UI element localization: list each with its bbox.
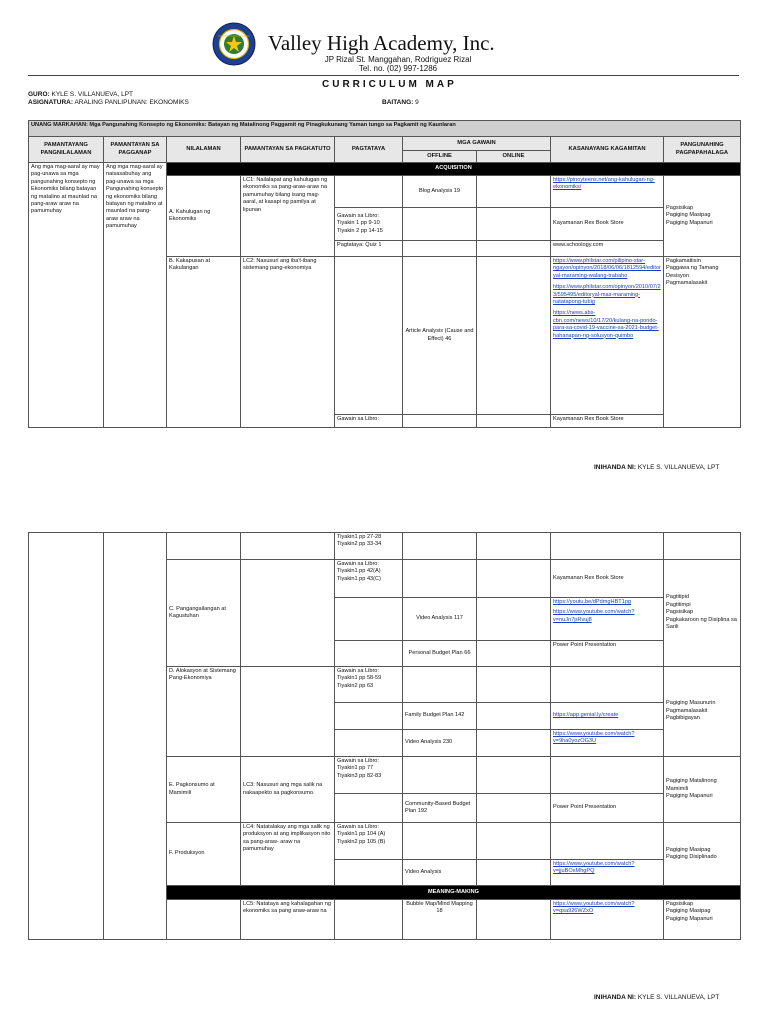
content-e: E. Pagkonsumo at Mamimili — [167, 757, 241, 823]
offline-cell — [403, 415, 477, 428]
resource-book-b: Kayamanan Rex Book Store — [551, 415, 664, 428]
values-e: Pagiging Matalinong Mamimili Pagiging Mapanuri — [664, 757, 741, 823]
online-cell — [477, 703, 551, 730]
prepared-value: KYLE S. VILLANUEVA, LPT — [637, 464, 720, 471]
competency-cell — [241, 533, 335, 560]
content-standard-cont — [29, 533, 104, 940]
grade-line — [382, 99, 419, 106]
online-cell — [477, 598, 551, 641]
assessment-quiz: Pagtataya: Quiz 1 — [335, 241, 403, 257]
prepared-label: INIHANDA NI: — [594, 464, 637, 471]
band-acquisition: ACQUISITION — [167, 163, 741, 176]
online-cell — [477, 641, 551, 667]
values-cell — [664, 533, 741, 560]
assessment-cell — [335, 257, 403, 415]
resource-cell — [551, 533, 664, 560]
online-cell — [477, 757, 551, 794]
subject-value: ARALING PANLIPUNAN: EKONOMIKS — [74, 99, 189, 106]
col-values: PANGUNAHING PAGPAPAHALAGA — [664, 137, 741, 163]
resource-links-c — [551, 598, 664, 641]
activity-video-analysis: Video Analysis — [403, 860, 477, 886]
content-cell — [167, 900, 241, 940]
col-resources: KASANAYANG KAGAMITAN — [551, 137, 664, 163]
prepared-label: INIHANDA NI: — [594, 994, 637, 1001]
school-seal-logo — [212, 22, 256, 66]
resource-cell — [551, 667, 664, 703]
resource-youtube-g — [551, 900, 664, 940]
performance-standard-cont — [104, 533, 167, 940]
online-cell — [477, 823, 551, 860]
prepared-by-1 — [594, 464, 719, 471]
assessment-e: Gawain sa Libro: Tiyakin1 pp 77 Tiyakin3 pp 82-83 — [335, 757, 403, 794]
teacher-label: GURO: — [28, 91, 50, 98]
assessment-cell — [335, 730, 403, 757]
content-a: A. Kahulugan ng Ekonomiks — [167, 176, 241, 257]
resource-schoology: www.schoology.com — [551, 241, 664, 257]
resource-book-a: Kayamanan Rex Book Store — [551, 208, 664, 241]
activity-video-117: Video Analysis 117 — [403, 598, 477, 641]
col-offline: OFFLINE — [403, 151, 477, 163]
assessment-cell — [335, 794, 403, 823]
school-address-block — [278, 55, 518, 73]
school-phone: Tel. no. (02) 997-1286 — [358, 64, 438, 73]
col-online: ONLINE — [477, 151, 551, 163]
resource-genially — [551, 703, 664, 730]
competency-cell — [241, 560, 335, 667]
values-f: Pagiging Masipag Pagiging Disiplinado — [664, 823, 741, 886]
activity-personal-budget: Personal Budget Plan 66 — [403, 641, 477, 667]
content-b: B. Kakapusan at Kakulangan — [167, 257, 241, 428]
competency-lc1: LC1: Nailalapat ang kahulugan ng ekonomiks sa pang-araw-araw na pamumuhay bilang isang mag-aaral, at kasapi ng pamilya at lipunan — [241, 176, 335, 257]
header-divider — [28, 75, 739, 76]
resource-ppt-e: Power Point Presentation — [551, 794, 664, 823]
content-standard-cell: Ang mga mag-aaral ay may pag-unawa sa mga pangunahing konsepto ng Ekonomiks bilang batayan ng matalino at maunlad na pang-araw araw na pamumuhay — [29, 163, 104, 428]
content-cell — [167, 533, 241, 560]
school-name: Valley High Academy, Inc. — [268, 31, 495, 55]
online-cell — [477, 560, 551, 598]
col-performance-standard: PAMANTAYAN SA PAGGANAP — [104, 137, 167, 163]
link-youtu-be[interactable]: https://youtu.be/dPdmgHBT1pg — [553, 599, 632, 605]
grade-label: BAITANG: — [382, 99, 414, 106]
col-competency: PAMANTAYAN SA PAGKATUTO — [241, 137, 335, 163]
online-cell — [477, 860, 551, 886]
band-meaning-making: MEANING-MAKING — [167, 886, 741, 900]
link-abs-cbn[interactable]: https://news.abs-cbn.com/news/10/17/20/kulang-na-pondo-para-sa-covid-19-vaccine-sa-2021-budget-hahanapan-ng-solusyon-quimbo — [553, 310, 659, 339]
content-c: C. Pangangailangan at Kagustuhan — [167, 560, 241, 667]
prepared-value: KYLE S. VILLANUEVA, LPT — [637, 994, 720, 1001]
link-genially[interactable]: https://app.genial.ly/create — [553, 712, 619, 719]
resource-cell — [551, 757, 664, 794]
assessment-cell — [335, 860, 403, 886]
grade-value: 9 — [415, 99, 419, 106]
online-cell — [477, 241, 551, 257]
assessment-cell — [335, 176, 403, 208]
performance-standard-cell: Ang mga mag-aaral ay naisasabuhay ang pag-unawa sa mga Pangunahing konsepto ng ekonomiks bilang batayan ng matalino at maunlad na pang- araw araw na pamumuhay — [104, 163, 167, 428]
assessment-f: Gawain sa Libro: Tiyakin1 pp 104 (A) Tiyakin2 pp 105 (B) — [335, 823, 403, 860]
resource-youtube-f — [551, 860, 664, 886]
resource-ppt-c: Power Point Presentation — [551, 641, 664, 667]
online-cell — [477, 208, 551, 241]
document-title: CURRICULUM MAP — [322, 79, 457, 90]
assessment-cell — [335, 641, 403, 667]
competency-cell — [241, 667, 335, 757]
values-c: Pagtitipid Pagtitimpi Pagsisikap Pagkakaroon ng Disiplina sa Sarili — [664, 560, 741, 667]
online-cell — [477, 257, 551, 415]
col-assessment: PAGTATAYA — [335, 137, 403, 163]
link-youtube-f[interactable]: https://www.youtube.com/watch?v=jjuBOsMhgPQ — [553, 861, 635, 875]
col-activities: MGA GAWAIN — [403, 137, 551, 151]
link-youtube-c[interactable]: https://www.youtube.com/watch?v=nuJn7pRvuj8 — [553, 609, 635, 623]
competency-lc5: LC5: Natataya ang kahalagahan ng ekonomiks sa pang araw-araw na — [241, 900, 335, 940]
assessment-cell — [335, 598, 403, 641]
link-philstar-1[interactable]: https://www.philstar.com/pilipino-star-ngayon/opinyon/2018/06/06/1812594/editoryal-maraming-walang-trabaho — [553, 258, 661, 279]
activity-article-analysis: Article Analysis (Cause and Effect) 46 — [403, 257, 477, 415]
resource-links-b — [551, 257, 664, 415]
assessment-a: Gawain sa Libro: Tiyakin 1 pp 9-10 Tiyakin 2 pp 14-15 — [335, 208, 403, 241]
resource-cell — [551, 823, 664, 860]
school-address: JP Rizal St. Manggahan, Rodriguez Rizal — [324, 55, 472, 64]
online-cell — [477, 533, 551, 560]
assessment-b: Gawain sa Libro: — [335, 415, 403, 428]
link-youtube-g[interactable]: https://www.youtube.com/watch?v=qsa926WZxO — [553, 901, 635, 915]
link-pinoyteens[interactable]: https://pinoyteens.net/ang-kahulugan-ng-ekonomiks/ — [553, 177, 655, 191]
teacher-line — [28, 91, 133, 98]
resource-link[interactable] — [551, 176, 664, 208]
competency-lc4: LC4: Natatalakay ang mga salik ng produksyon at ang implikasyon nito sa pang-araw- araw na pamumuhay — [241, 823, 335, 886]
link-youtube-d[interactable]: https://www.youtube.com/watch?v=9ha0yozOG3U — [553, 731, 635, 745]
activity-family-budget: Family Budget Plan 142 — [403, 703, 477, 730]
offline-cell — [403, 560, 477, 598]
online-cell — [477, 794, 551, 823]
activity-video-230: Video Analysis 230 — [403, 730, 477, 757]
values-a: Pagsisikap Pagiging Masipag Pagiging Mapanuri — [664, 176, 741, 257]
col-content: NILALAMAN — [167, 137, 241, 163]
assessment-cell — [335, 703, 403, 730]
offline-cell — [403, 757, 477, 794]
competency-lc3: LC3: Nasusuri ang mga salik na nakaapekto sa pagkonsumo. — [241, 757, 335, 823]
subject-label: ASIGNATURA: — [28, 99, 74, 106]
curriculum-table-page2 — [28, 532, 741, 940]
assessment-cell — [335, 900, 403, 940]
offline-cell — [403, 533, 477, 560]
online-cell — [477, 176, 551, 208]
curriculum-table-page1 — [28, 120, 741, 428]
resource-book-c: Kayamanan Rex Book Store — [551, 560, 664, 598]
competency-lc2: LC2: Nasusuri ang iba't-ibang sistemang pang-ekonomiya — [241, 257, 335, 428]
content-d: D. Alokasyon at Sistemang Pang-Ekonomiya — [167, 667, 241, 757]
offline-cell — [403, 241, 477, 257]
offline-cell — [403, 823, 477, 860]
values-b: Pagkamatiisin Paggawa ng Tamang Desisyon Pagmamalasakit — [664, 257, 741, 428]
assessment-d: Gawain sa Libro: Tiyakin1 pp 58-59 Tiyakin2 pp 63 — [335, 667, 403, 703]
offline-cell — [403, 208, 477, 241]
assessment-continued: Tiyakin1 pp 27-28 Tiyakin2 pp 33-34 — [335, 533, 403, 560]
values-g: Pagsisikap Pagiging Masipag Pagiging Mapanuri — [664, 900, 741, 940]
subject-line — [28, 99, 189, 106]
col-content-standard: PAMANTAYANG PANGNILALAMAN — [29, 137, 104, 163]
online-cell — [477, 415, 551, 428]
online-cell — [477, 730, 551, 757]
activity-community-budget: Community-Based Budget Plan 192 — [403, 794, 477, 823]
resource-youtube-d — [551, 730, 664, 757]
prepared-by-2 — [594, 994, 719, 1001]
link-philstar-2[interactable]: https://www.philstar.com/opinyon/2010/07/23/595495/editoryal-mas-maraming-natatapong-tubig — [553, 284, 661, 306]
online-cell — [477, 667, 551, 703]
content-f: F. Produksyon — [167, 823, 241, 886]
offline-cell — [403, 667, 477, 703]
teacher-value: KYLE S. VILLANUEVA, LPT — [51, 91, 134, 98]
activity-bubble-map: Bubble Map/Mind Mapping 18 — [403, 900, 477, 940]
quarter-title: UNANG MARKAHAN: Mga Pangunahing Konsepto ng Ekonomiks: Batayan ng Matalinong Paggamit ng Pinagkukunang Yaman tungo sa Pagkamit ng Kaunlaran — [29, 121, 741, 137]
online-cell — [477, 900, 551, 940]
activity-blog-analysis: Blog Analysis 19 — [403, 176, 477, 208]
values-d: Pagiging Masunurin Pagmamalasakit Pagbibigayan — [664, 667, 741, 757]
assessment-c: Gawain sa Libro: Tiyakin1 pp 42(A) Tiyakin1 pp 43(C) — [335, 560, 403, 598]
